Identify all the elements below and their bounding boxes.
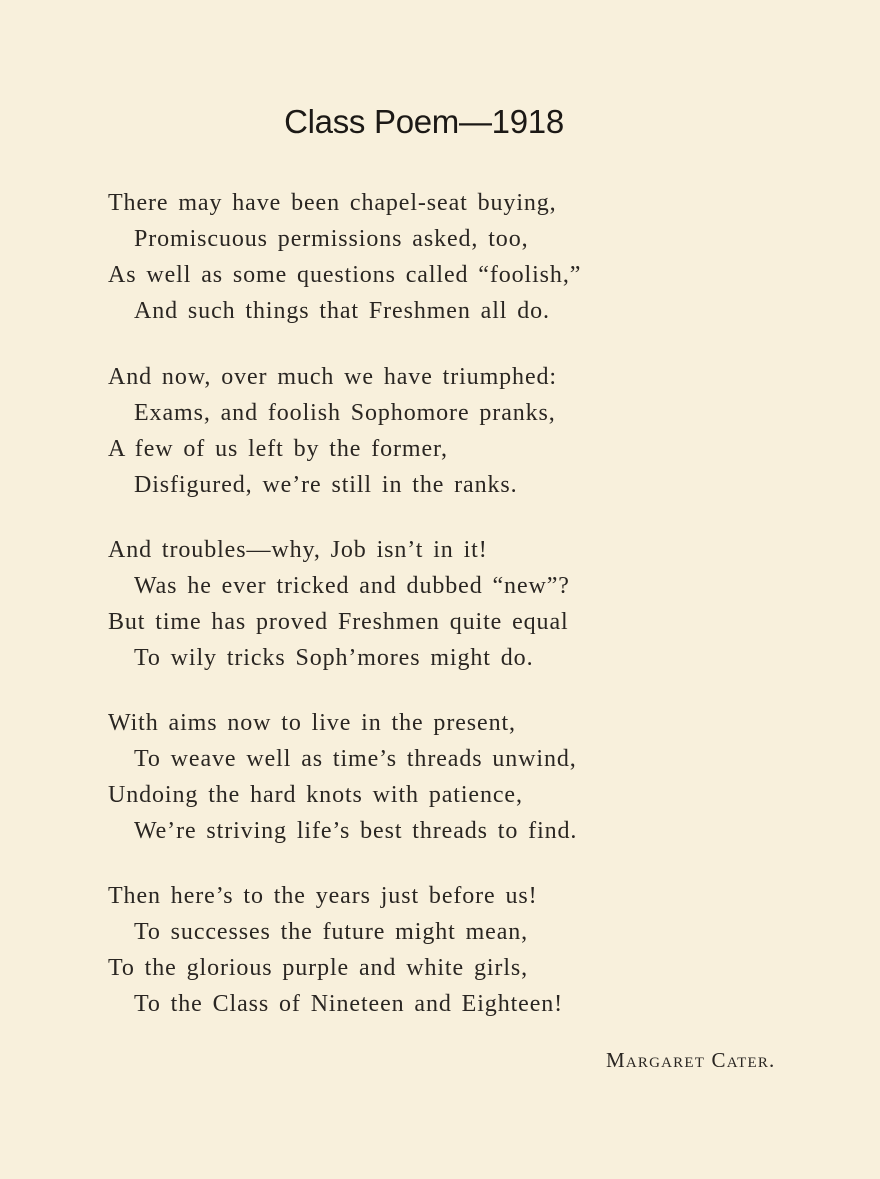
poem-line: With aims now to live in the present, (108, 710, 516, 736)
poem-line: To the Class of Nineteen and Eighteen! (134, 991, 564, 1017)
poem-line: To wily tricks Soph’mores might do. (134, 645, 534, 671)
poem-line: Disfigured, we’re still in the ranks. (134, 472, 518, 498)
poem-line: To the glorious purple and white girls, (108, 955, 529, 981)
poem-line: And now, over much we have triumphed: (108, 364, 557, 390)
poem-line: Undoing the hard knots with patience, (108, 782, 523, 808)
poem-line: Was he ever tricked and dubbed “new”? (134, 573, 570, 599)
poem-line: And such things that Freshmen all do. (134, 298, 550, 324)
author-signature: Margaret Cater. (606, 1048, 776, 1072)
poem-line: There may have been chapel-seat buying, (108, 190, 557, 216)
poem-line: But time has proved Freshmen quite equal (108, 609, 569, 635)
poem-line: A few of us left by the former, (108, 436, 448, 462)
poem-title: Class Poem—1918 (284, 103, 564, 140)
poem-line: And troubles—why, Job isn’t in it! (108, 537, 488, 563)
poem-line: Then here’s to the years just before us! (108, 883, 538, 909)
poem-line: To successes the future might mean, (134, 919, 529, 945)
poem-line: Promiscuous permissions asked, too, (134, 226, 529, 252)
poem-line: To weave well as time’s threads unwind, (134, 746, 577, 772)
poem-line: Exams, and foolish Sophomore pranks, (134, 400, 556, 426)
poem-line: We’re striving life’s best threads to find. (134, 818, 578, 844)
poem-line: As well as some questions called “foolish,” (108, 262, 582, 288)
